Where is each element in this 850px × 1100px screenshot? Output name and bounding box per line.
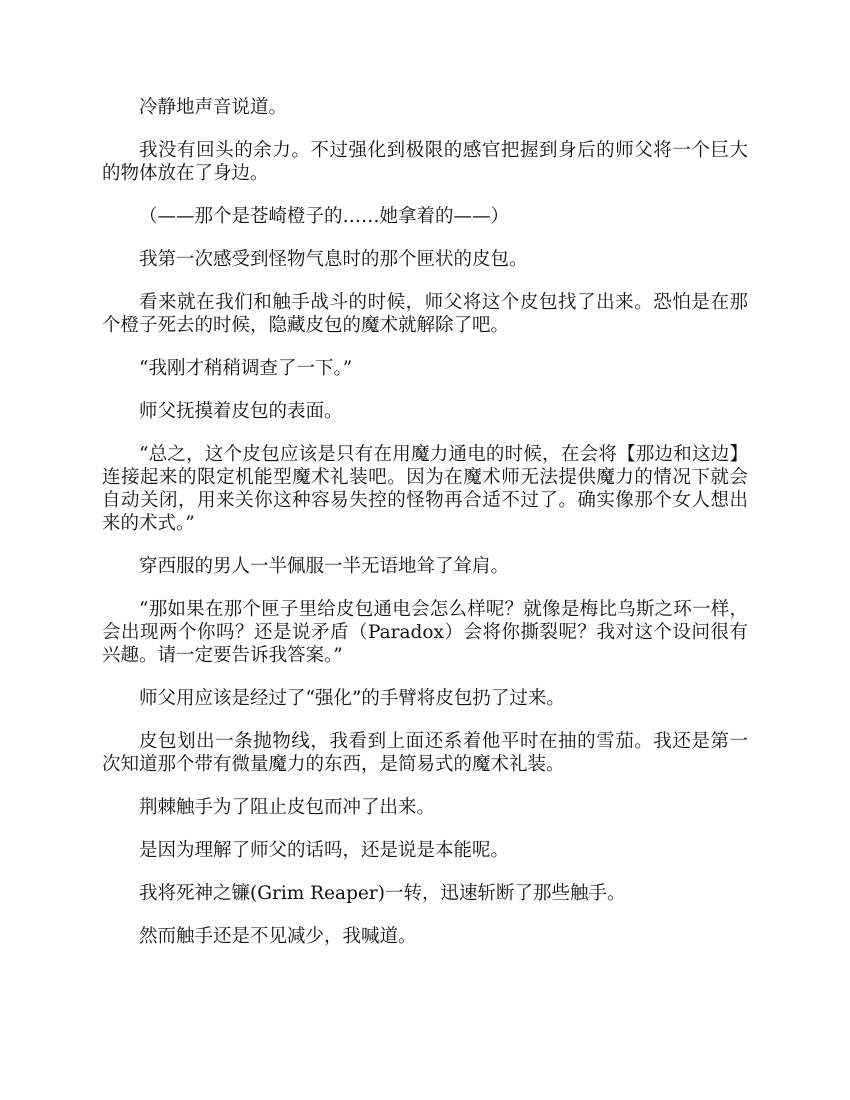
paragraph: 荆棘触手为了阻止皮包而冲了出来。 [139,797,436,818]
paragraph: 冷静地声音说道。 [139,97,288,118]
paragraph: “那如果在那个匣子里给皮包通电会怎么样呢？就像是梅比乌斯之环一样，会出现两个你吗？还是说矛盾（Paradox）会将你撕裂呢？我对这个设问很有兴趣。请一定要告诉我答案。” [102,599,748,666]
document-body [102,96,748,968]
paragraph: （——那个是苍崎橙子的……她拿着的——） [139,206,510,227]
paragraph: 师父抚摸着皮包的表面。 [139,401,343,422]
paragraph: 我将死神之镰(Grim Reaper)一转，迅速斩断了那些触手。 [139,883,626,904]
paragraph: 皮包划出一条抛物线，我看到上面还系着他平时在抽的雪茄。我还是第一次知道那个带有微量魔力的东西，是简易式的魔术礼装。 [102,731,748,775]
paragraph: 看来就在我们和触手战斗的时候，师父将这个皮包找了出来。恐怕是在那个橙子死去的时候，隐藏皮包的魔术就解除了吧。 [102,292,748,336]
paragraph: “总之，这个皮包应该是只有在用魔力通电的时候，在会将【那边和这边】连接起来的限定机能型魔术礼装吧。因为在魔术师无法提供魔力的情况下就会自动关闭，用来关你这种容易失控的怪物再合适不过了。确实像那个女人想出来的术式。” [102,444,748,534]
paragraph: 我没有回头的余力。不过强化到极限的感官把握到身后的师父将一个巨大的物体放在了身边。 [102,140,748,184]
paragraph: 是因为理解了师父的话吗，还是说是本能呢。 [139,840,510,861]
paragraph: 穿西服的男人一半佩服一半无语地耸了耸肩。 [139,556,510,577]
paragraph: “我刚才稍稍调查了一下。” [139,358,353,379]
paragraph: 师父用应该是经过了“强化”的手臂将皮包扔了过来。 [139,688,565,709]
paragraph: 然而触手还是不见减少，我喊道。 [139,926,417,947]
paragraph: 我第一次感受到怪物气息时的那个匣状的皮包。 [139,249,528,270]
